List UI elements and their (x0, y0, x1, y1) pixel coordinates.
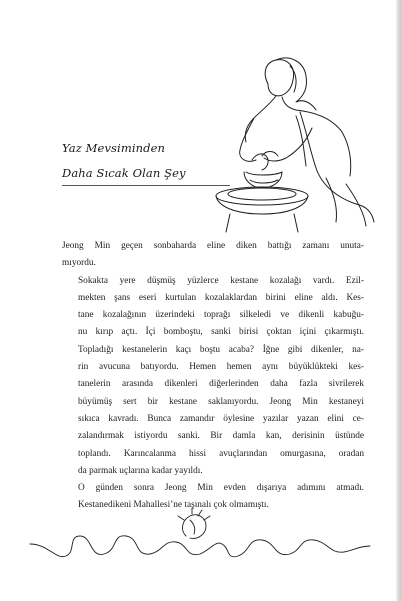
body-text (62, 238, 364, 515)
paragraph-1 (62, 238, 364, 273)
text-line: büyümüş sert bir kestane saklanıyordu. Jeong Min kestaneyi (78, 396, 364, 407)
page-spine-shadow (396, 0, 401, 601)
text-line: nu kırıp açtı. İçi bomboştu, sanki birisi çoktan içini çıkarmıştı. (78, 327, 364, 338)
text-line: rin avucuna batıyordu. Hemen hemen aynı büyüklükteki kes- (78, 362, 364, 373)
text-line: tanelerin arasında dikenleri diğerlerinden daha fazla sivrilerek (78, 379, 364, 390)
chapter-title (62, 136, 232, 186)
text-line: Jeong Min geçen sonbaharda eline diken battığı zamanı unuta- (62, 241, 364, 251)
text-line: mıyordu. (62, 258, 96, 269)
text-line: tane kozalağının üzerindeki toprağı silkeledi ve dikenli kabuğu- (78, 310, 364, 321)
title-underline (62, 185, 230, 186)
paragraph-2 (62, 273, 364, 481)
chapter-title-line-1: Yaz Mevsiminden (62, 141, 165, 155)
chapter-title-line-2: Daha Sıcak Olan Şey (62, 166, 186, 180)
text-line: zalandırmak istiyordu sanki. Bir damla kan, derisinin üstünde (78, 431, 364, 442)
text-line: toplandı. Karıncalanma hissi avuçlarından omurgasına, oradan (78, 448, 364, 459)
text-line: da parmak uçlarına kadar yayıldı. (78, 465, 203, 476)
text-line: Sokakta yere düşmüş yüzlerce kestane kozalağı vardı. Ezil- (78, 275, 364, 286)
chestnut-ornament-icon (0, 500, 401, 580)
text-line: mekten şans eseri kurtulan kozalaklardan birini eline aldı. Kes- (78, 292, 364, 303)
potter-at-wheel-icon (0, 0, 401, 240)
text-line: Kestanedikeni Mahallesi’ne taşınalı çok olmamıştı. (78, 500, 269, 511)
text-line: sıkıca kavradı. Bunca zamandır öylesine yazılar yazan elini ce- (78, 413, 364, 424)
text-line: O günden sonra Jeong Min evden dışarıya adımını atmadı. (78, 483, 364, 494)
text-line: Topladığı kestanelerin kaçı boştu acaba? İğne gibi dikenler, na- (78, 344, 364, 355)
